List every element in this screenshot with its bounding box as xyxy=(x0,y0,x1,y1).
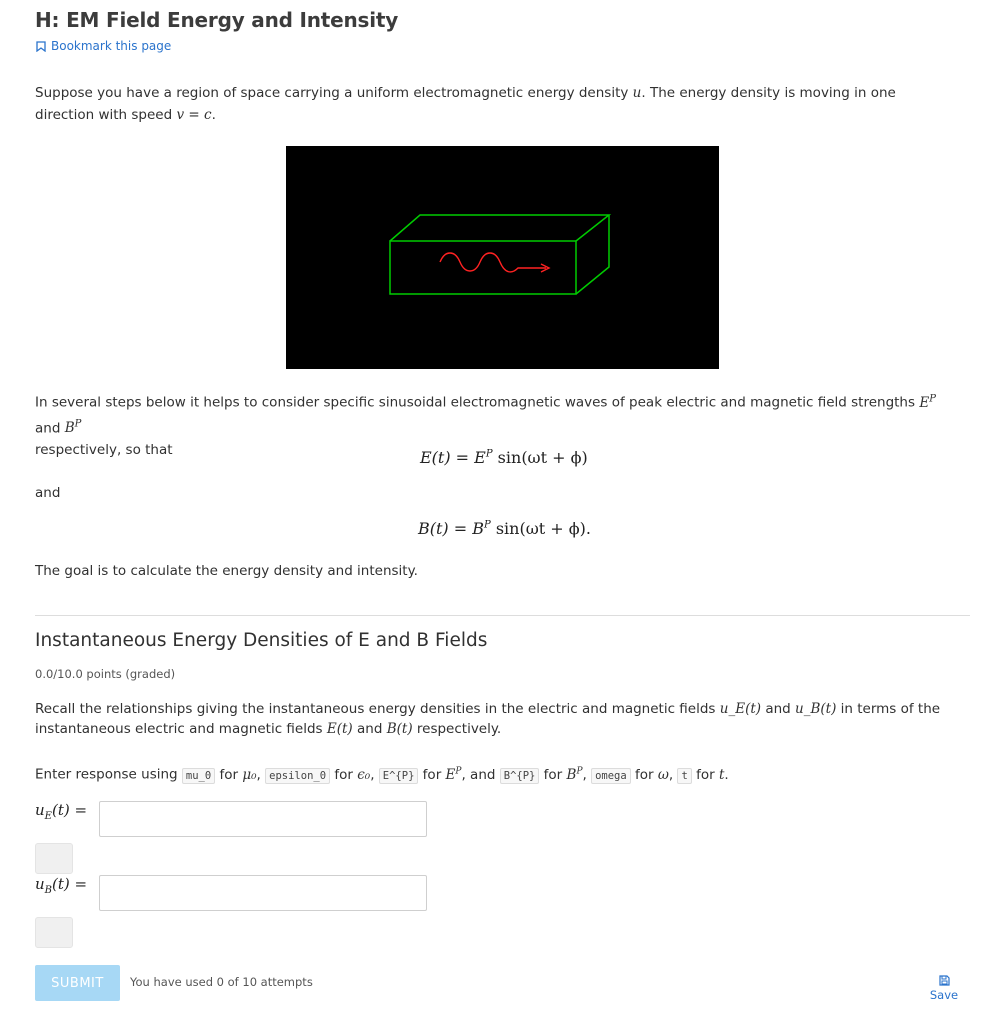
attempts-text: You have used 0 of 10 attempts xyxy=(130,975,313,989)
box-side-edges xyxy=(576,215,609,294)
points-label: 0.0/10.0 points (graded) xyxy=(35,667,176,681)
box-top-edges xyxy=(390,215,609,241)
intro-text: Suppose you have a region of space carrying a uniform electromagnetic energy density xyxy=(35,85,633,101)
hint-for-text: for xyxy=(539,766,567,783)
hint-symbol: B xyxy=(566,766,577,783)
hint-symbol: t xyxy=(718,766,725,783)
hint-code: epsilon_0 xyxy=(265,768,330,784)
ue-label: $u_E(t)$ = xyxy=(35,801,88,822)
var-ue: u_E(t) xyxy=(719,701,762,717)
steps-text-2: respectively, so that xyxy=(35,442,173,458)
submit-button[interactable]: SUBMIT xyxy=(35,965,120,1001)
section-divider xyxy=(35,615,970,616)
hint-for-text: for xyxy=(215,766,243,783)
hint-separator: , xyxy=(582,766,592,783)
wave-box-figure xyxy=(286,146,719,369)
save-button[interactable] xyxy=(925,975,963,1002)
bookmark-icon xyxy=(36,41,46,52)
ub-status-indicator xyxy=(35,917,73,948)
var-u: u xyxy=(632,85,642,101)
intro-text-2: . The energy density is moving in one direction with speed xyxy=(35,85,896,123)
ub-label: $u_B(t)$ = xyxy=(35,875,88,896)
var-bt: B(t) xyxy=(386,721,413,737)
var-ep: $E^P$ xyxy=(919,393,936,411)
enter-hint-line: Enter response using mu_0 for μ₀, epsilon_0 for ϵ₀, E^{P} for $E^P$, and B^{P} for $B^P$, omega for ω, t for t. xyxy=(35,766,729,783)
ue-answer-input[interactable] xyxy=(99,801,427,837)
intro-paragraph xyxy=(35,82,955,126)
hint-for-text: for xyxy=(418,766,446,783)
hint-separator: , xyxy=(370,766,379,783)
hint-for-text: for xyxy=(330,766,358,783)
and-text: and xyxy=(35,485,61,501)
equation-e: $E(t) = E^P$ sin(ωt + ϕ) xyxy=(420,448,588,467)
goal-text: The goal is to calculate the energy density and intensity. xyxy=(35,563,418,579)
hint-separator: . xyxy=(724,766,729,783)
hint-code: B^{P} xyxy=(500,768,540,784)
hint-symbol-sup: P xyxy=(455,766,462,776)
hint-separator: , xyxy=(256,766,266,783)
hint-for-text: for xyxy=(630,766,658,783)
hint-code: t xyxy=(677,768,691,784)
steps-and: and xyxy=(35,420,65,436)
hint-symbol: ω xyxy=(657,766,669,783)
page-title: H: EM Field Energy and Intensity xyxy=(35,8,399,32)
hint-code: mu_0 xyxy=(182,768,215,784)
equation-b: $B(t) = B^P$ sin(ωt + ϕ). xyxy=(418,519,591,538)
steps-text: In several steps below it helps to consider specific sinusoidal electromagnetic waves of peak electric and magnetic field strengths xyxy=(35,394,920,411)
ub-answer-input[interactable] xyxy=(99,875,427,911)
hint-for-text: for xyxy=(691,766,719,783)
var-et: E(t) xyxy=(326,721,353,737)
hint-list xyxy=(182,767,729,783)
var-speed: v = c xyxy=(176,107,212,123)
var-bp: $B^P$ xyxy=(64,418,82,436)
bookmark-label: Bookmark this page xyxy=(51,39,172,53)
wave-box-drawing xyxy=(286,146,719,369)
bookmark-link[interactable] xyxy=(36,39,171,53)
ue-status-indicator xyxy=(35,843,73,874)
save-label: Save xyxy=(929,988,959,1002)
hint-code: omega xyxy=(591,768,631,784)
problem-heading: Instantaneous Energy Densities of E and B Fields xyxy=(35,630,488,651)
hint-separator: , xyxy=(668,766,678,783)
floppy-disk-icon xyxy=(939,975,950,986)
hint-symbol-sup: P xyxy=(576,766,583,776)
hint-symbol: E xyxy=(445,766,456,783)
intro-text-3: . xyxy=(211,107,216,123)
hint-separator: , and xyxy=(461,766,500,783)
hint-code: E^{P} xyxy=(379,768,419,784)
recall-paragraph: Recall the relationships giving the instantaneous energy densities in the electric and magnetic fields u_E(t) and u_B(t) in terms of the instantaneous electric and magnetic fields E(t) and B(t) respectively. xyxy=(35,701,941,737)
hint-symbol: μ₀ xyxy=(242,766,257,783)
var-ub: u_B(t) xyxy=(795,701,837,717)
hint-symbol: ϵ₀ xyxy=(357,766,371,783)
wave-curve xyxy=(440,253,546,272)
